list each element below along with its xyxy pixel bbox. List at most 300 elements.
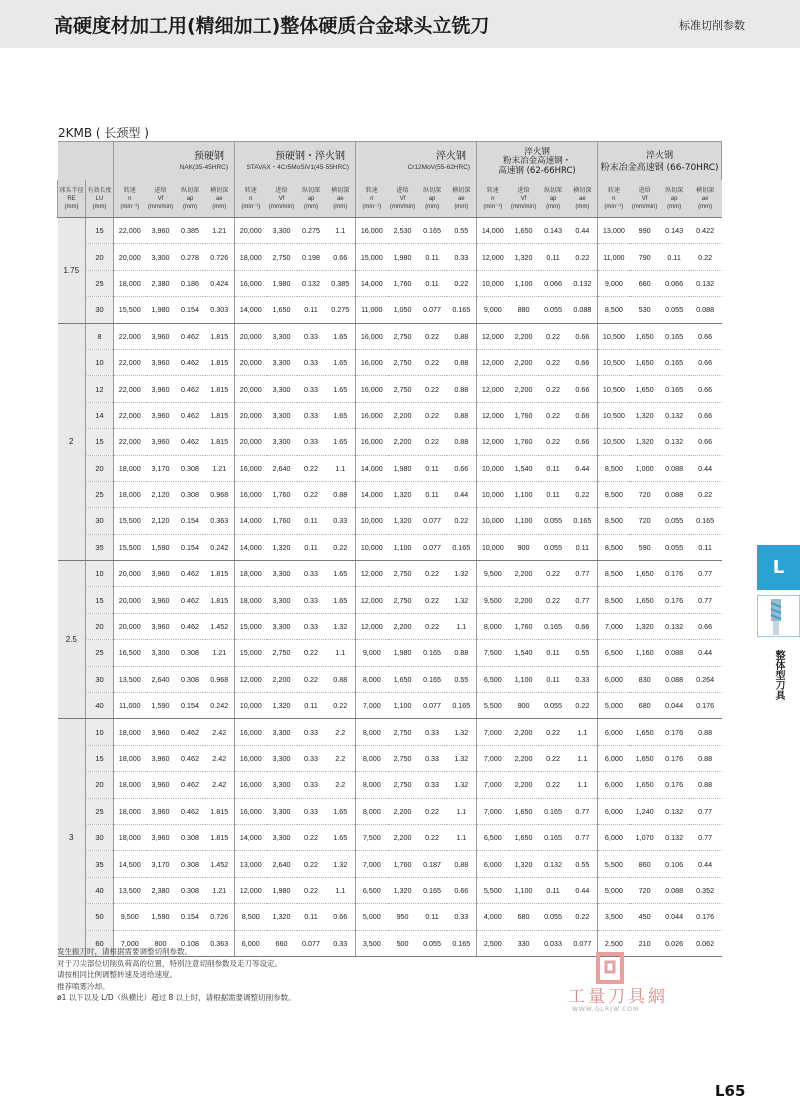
- parameter-cell: 1,650: [630, 349, 660, 375]
- table-row: [58, 402, 722, 428]
- effective-length-cell: 10: [86, 719, 114, 745]
- parameter-cell: 0.22: [418, 824, 447, 850]
- parameter-cell: 0.33: [418, 745, 447, 771]
- parameter-cell: 20,000: [235, 429, 267, 455]
- parameter-cell: 13,500: [114, 877, 146, 903]
- parameter-cell: 0.22: [418, 376, 447, 402]
- parameter-cell: 0.11: [539, 481, 568, 507]
- parameter-cell: 6,000: [598, 719, 630, 745]
- parameter-cell: 3,960: [146, 719, 176, 745]
- effective-length-cell: 30: [86, 297, 114, 323]
- parameter-cell: 1,980: [388, 244, 418, 270]
- parameter-cell: 0.77: [689, 561, 722, 587]
- parameter-cell: 0.385: [326, 270, 356, 296]
- parameter-cell: 20,000: [114, 613, 146, 639]
- effective-length-cell: 15: [86, 587, 114, 613]
- parameter-cell: 18,000: [114, 481, 146, 507]
- parameter-cell: 2.2: [326, 745, 356, 771]
- parameter-cell: 3,170: [146, 851, 176, 877]
- parameter-cell: 13,000: [235, 851, 267, 877]
- table-row: [58, 270, 722, 296]
- parameter-cell: 0.66: [689, 323, 722, 349]
- parameter-cell: 18,000: [114, 745, 146, 771]
- parameter-cell: 15,000: [356, 244, 388, 270]
- parameter-cell: 10,000: [477, 508, 509, 534]
- parameter-cell: 0.165: [660, 349, 689, 375]
- parameter-cell: 16,000: [235, 481, 267, 507]
- parameter-cell: 1.1: [568, 745, 598, 771]
- parameter-cell: 0.22: [689, 244, 722, 270]
- parameter-cell: 3,960: [146, 561, 176, 587]
- parameter-cell: 12,000: [356, 587, 388, 613]
- effective-length-cell: 15: [86, 745, 114, 771]
- parameter-cell: 0.165: [660, 323, 689, 349]
- column-header: 纵切深 ap (mm): [660, 180, 689, 218]
- parameter-cell: 0.462: [176, 719, 205, 745]
- end-mill-icon: [757, 595, 800, 637]
- parameter-cell: 6,000: [477, 851, 509, 877]
- parameter-cell: 0.176: [660, 587, 689, 613]
- parameter-cell: 5,500: [477, 877, 509, 903]
- parameter-cell: 0.363: [205, 508, 235, 534]
- table-row: [58, 561, 722, 587]
- parameter-cell: 0.22: [539, 587, 568, 613]
- parameter-cell: 2,500: [477, 930, 509, 956]
- parameter-cell: 1,980: [388, 455, 418, 481]
- parameter-cell: 1,100: [509, 270, 539, 296]
- parameter-cell: 0.22: [297, 851, 326, 877]
- parameter-cell: 0.077: [418, 508, 447, 534]
- parameter-cell: 210: [630, 930, 660, 956]
- parameter-cell: 1,320: [267, 693, 297, 719]
- parameter-cell: 1.815: [205, 561, 235, 587]
- parameter-cell: 0.462: [176, 745, 205, 771]
- parameter-cell: 16,000: [356, 323, 388, 349]
- parameter-cell: 0.143: [660, 218, 689, 244]
- table-row: [58, 772, 722, 798]
- effective-length-cell: 60: [86, 930, 114, 956]
- parameter-cell: 0.55: [447, 666, 477, 692]
- parameter-cell: 0.44: [447, 481, 477, 507]
- parameter-cell: 6,000: [598, 666, 630, 692]
- parameter-cell: 2,200: [509, 745, 539, 771]
- parameter-cell: 0.33: [297, 402, 326, 428]
- parameter-cell: 0.363: [205, 930, 235, 956]
- parameter-cell: 1.65: [326, 402, 356, 428]
- parameter-cell: 5,500: [598, 851, 630, 877]
- parameter-cell: 1,540: [509, 455, 539, 481]
- parameter-cell: 1.1: [568, 719, 598, 745]
- parameter-cell: 0.055: [539, 508, 568, 534]
- note-line: 请按相同比例调整转速及进给速度。: [57, 970, 177, 979]
- column-header: 纵切深 ap (mm): [539, 180, 568, 218]
- parameter-cell: 0.198: [297, 244, 326, 270]
- parameter-cell: 1,760: [509, 402, 539, 428]
- parameter-cell: 9,000: [598, 270, 630, 296]
- parameter-cell: 1,000: [630, 455, 660, 481]
- parameter-cell: 12,000: [477, 323, 509, 349]
- parameter-cell: 0.22: [418, 349, 447, 375]
- column-header: 转速 n (min⁻¹): [477, 180, 509, 218]
- parameter-cell: 14,000: [235, 297, 267, 323]
- parameter-cell: 1.1: [568, 772, 598, 798]
- parameter-cell: 0.33: [297, 429, 326, 455]
- material-group-header: 预硬钢・淬火钢 STAVAX・4Cr5MoSiV1(45-55HRC): [235, 142, 356, 180]
- parameter-cell: 0.88: [447, 640, 477, 666]
- parameter-cell: 2,750: [388, 349, 418, 375]
- parameter-cell: 1,980: [146, 297, 176, 323]
- parameter-cell: 8,500: [598, 481, 630, 507]
- parameter-cell: 0.33: [297, 349, 326, 375]
- parameter-cell: 0.352: [689, 877, 722, 903]
- parameter-cell: 0.066: [660, 270, 689, 296]
- parameter-cell: 1,980: [267, 877, 297, 903]
- parameter-cell: 3,960: [146, 218, 176, 244]
- parameter-cell: 660: [267, 930, 297, 956]
- parameter-cell: 680: [630, 693, 660, 719]
- parameter-cell: 0.66: [326, 904, 356, 930]
- parameter-cell: 0.11: [660, 244, 689, 270]
- parameter-cell: 0.154: [176, 693, 205, 719]
- parameter-cell: 0.132: [539, 851, 568, 877]
- parameter-cell: 2,200: [388, 429, 418, 455]
- parameter-cell: 0.308: [176, 824, 205, 850]
- parameter-cell: 1.815: [205, 323, 235, 349]
- parameter-cell: 16,000: [235, 772, 267, 798]
- parameter-cell: 0.22: [297, 877, 326, 903]
- parameter-cell: 15,000: [235, 613, 267, 639]
- parameter-cell: 0.88: [447, 429, 477, 455]
- parameter-cell: 0.176: [660, 561, 689, 587]
- ball-radius-cell: 3: [58, 719, 86, 957]
- parameter-cell: 0.062: [689, 930, 722, 956]
- parameter-cell: 1,650: [630, 745, 660, 771]
- parameter-cell: 14,500: [114, 851, 146, 877]
- parameter-cell: 6,000: [598, 824, 630, 850]
- parameter-cell: 5,000: [598, 693, 630, 719]
- parameter-cell: 2,380: [146, 877, 176, 903]
- parameter-cell: 12,000: [477, 402, 509, 428]
- parameter-cell: 0.176: [660, 745, 689, 771]
- parameter-cell: 2,120: [146, 508, 176, 534]
- parameter-cell: 10,500: [598, 429, 630, 455]
- parameter-cell: 8,000: [477, 613, 509, 639]
- parameter-cell: 0.88: [447, 402, 477, 428]
- effective-length-cell: 20: [86, 244, 114, 270]
- parameter-cell: 6,500: [477, 824, 509, 850]
- parameter-cell: 1.452: [205, 851, 235, 877]
- effective-length-cell: 25: [86, 798, 114, 824]
- parameter-cell: 0.66: [568, 429, 598, 455]
- parameter-cell: 0.132: [660, 429, 689, 455]
- parameter-cell: 0.154: [176, 534, 205, 560]
- parameter-cell: 0.044: [660, 693, 689, 719]
- parameter-cell: 0.66: [689, 402, 722, 428]
- parameter-cell: 0.176: [689, 693, 722, 719]
- parameter-cell: 1,320: [630, 429, 660, 455]
- column-header: 进给 Vf (mm/min): [146, 180, 176, 218]
- parameter-cell: 2,200: [509, 719, 539, 745]
- effective-length-cell: 20: [86, 455, 114, 481]
- effective-length-cell: 15: [86, 218, 114, 244]
- parameter-cell: 800: [146, 930, 176, 956]
- parameter-cell: 3,300: [267, 561, 297, 587]
- parameter-cell: 1.815: [205, 798, 235, 824]
- parameter-cell: 0.66: [326, 244, 356, 270]
- parameter-cell: 0.22: [326, 534, 356, 560]
- parameter-cell: 1,650: [630, 561, 660, 587]
- parameter-cell: 20,000: [114, 244, 146, 270]
- parameter-cell: 6,500: [477, 666, 509, 692]
- column-header: 纵切深 ap (mm): [418, 180, 447, 218]
- parameter-cell: 0.11: [297, 904, 326, 930]
- parameter-cell: 0.278: [176, 244, 205, 270]
- parameter-cell: 2,200: [509, 376, 539, 402]
- parameter-cell: 3,170: [146, 455, 176, 481]
- parameter-cell: 0.165: [539, 798, 568, 824]
- effective-length-cell: 20: [86, 613, 114, 639]
- parameter-cell: 0.154: [176, 508, 205, 534]
- effective-length-cell: 30: [86, 508, 114, 534]
- parameter-cell: 0.22: [297, 824, 326, 850]
- parameter-cell: 1,650: [630, 772, 660, 798]
- parameter-cell: 0.22: [297, 455, 326, 481]
- parameter-cell: 2.42: [205, 745, 235, 771]
- parameter-cell: 0.165: [568, 508, 598, 534]
- parameter-cell: 0.308: [176, 640, 205, 666]
- parameter-cell: 20,000: [235, 376, 267, 402]
- parameter-cell: 0.176: [660, 772, 689, 798]
- parameter-cell: 2,750: [388, 772, 418, 798]
- parameter-cell: 3,300: [267, 719, 297, 745]
- parameter-cell: 5,000: [598, 877, 630, 903]
- parameter-cell: 0.462: [176, 613, 205, 639]
- parameter-cell: 0.165: [418, 666, 447, 692]
- parameter-cell: 0.66: [689, 376, 722, 402]
- parameter-cell: 0.44: [568, 455, 598, 481]
- parameter-cell: 2,640: [267, 851, 297, 877]
- parameter-cell: 0.11: [689, 534, 722, 560]
- parameter-cell: 22,000: [114, 349, 146, 375]
- parameter-cell: 0.132: [660, 613, 689, 639]
- parameter-cell: 0.22: [539, 376, 568, 402]
- parameter-cell: 2,200: [388, 402, 418, 428]
- parameter-cell: 0.11: [539, 455, 568, 481]
- parameter-cell: 1,650: [509, 798, 539, 824]
- parameter-cell: 0.165: [689, 508, 722, 534]
- parameter-cell: 590: [630, 534, 660, 560]
- parameter-cell: 2,530: [388, 218, 418, 244]
- parameter-cell: 10,000: [356, 508, 388, 534]
- side-tab[interactable]: L: [757, 545, 800, 590]
- parameter-cell: 0.11: [418, 455, 447, 481]
- parameter-cell: 0.088: [660, 455, 689, 481]
- parameter-cell: 0.22: [297, 666, 326, 692]
- parameter-cell: 0.132: [568, 270, 598, 296]
- parameter-cell: 1,320: [388, 877, 418, 903]
- parameter-cell: 0.22: [418, 561, 447, 587]
- table-row: [58, 719, 722, 745]
- parameter-cell: 0.66: [689, 429, 722, 455]
- parameter-cell: 0.77: [689, 824, 722, 850]
- parameter-cell: 8,500: [598, 297, 630, 323]
- parameter-cell: 11,000: [356, 297, 388, 323]
- parameter-cell: 3,960: [146, 349, 176, 375]
- parameter-cell: 0.165: [539, 613, 568, 639]
- parameter-cell: 0.462: [176, 323, 205, 349]
- parameter-cell: 16,000: [235, 745, 267, 771]
- parameter-cell: 0.165: [539, 824, 568, 850]
- parameter-cell: 0.66: [568, 349, 598, 375]
- parameter-cell: 720: [630, 877, 660, 903]
- parameter-cell: 16,000: [356, 218, 388, 244]
- parameter-cell: 0.88: [447, 349, 477, 375]
- parameter-cell: 720: [630, 481, 660, 507]
- parameter-cell: 0.33: [326, 930, 356, 956]
- parameter-cell: 0.77: [568, 798, 598, 824]
- effective-length-cell: 25: [86, 270, 114, 296]
- parameter-cell: 12,000: [477, 429, 509, 455]
- parameter-cell: 8,500: [598, 587, 630, 613]
- effective-length-cell: 50: [86, 904, 114, 930]
- parameter-cell: 0.44: [689, 851, 722, 877]
- parameter-cell: 0.33: [297, 376, 326, 402]
- parameter-cell: 0.66: [568, 613, 598, 639]
- parameter-cell: 0.132: [689, 270, 722, 296]
- parameter-cell: 2,750: [267, 640, 297, 666]
- parameter-cell: 1,320: [388, 481, 418, 507]
- column-header: 转速 n (min⁻¹): [356, 180, 388, 218]
- parameter-cell: 3,960: [146, 824, 176, 850]
- parameter-cell: 0.11: [418, 244, 447, 270]
- parameter-cell: 0.077: [418, 534, 447, 560]
- parameter-cell: 0.108: [176, 930, 205, 956]
- parameter-cell: 8,000: [356, 719, 388, 745]
- parameter-cell: 1,590: [146, 904, 176, 930]
- column-header: 转速 n (min⁻¹): [235, 180, 267, 218]
- parameter-cell: 0.66: [447, 455, 477, 481]
- parameter-cell: 0.165: [447, 297, 477, 323]
- page-number: L65: [715, 1082, 746, 1100]
- parameter-cell: 20,000: [114, 561, 146, 587]
- parameter-cell: 2,380: [146, 270, 176, 296]
- parameter-cell: 1,160: [630, 640, 660, 666]
- table-row: [58, 798, 722, 824]
- parameter-cell: 2,200: [509, 587, 539, 613]
- parameter-cell: 0.165: [660, 376, 689, 402]
- parameter-cell: 0.176: [689, 904, 722, 930]
- parameter-cell: 530: [630, 297, 660, 323]
- table-row: [58, 323, 722, 349]
- parameter-cell: 3,300: [267, 772, 297, 798]
- parameter-cell: 0.165: [447, 534, 477, 560]
- parameter-cell: 1.1: [447, 824, 477, 850]
- parameter-cell: 20,000: [235, 323, 267, 349]
- parameter-cell: 1.1: [326, 218, 356, 244]
- parameter-cell: 1.32: [326, 851, 356, 877]
- parameter-cell: 0.11: [297, 534, 326, 560]
- column-header: 纵切深 ap (mm): [297, 180, 326, 218]
- parameter-cell: 3,300: [267, 824, 297, 850]
- parameter-cell: 2,750: [388, 719, 418, 745]
- parameter-cell: 0.422: [689, 218, 722, 244]
- parameter-cell: 0.22: [568, 904, 598, 930]
- parameter-cell: 20,000: [114, 587, 146, 613]
- material-group-header: 预硬钢 NAK(35-45HRC): [114, 142, 235, 180]
- parameter-cell: 8,000: [356, 798, 388, 824]
- parameter-cell: 0.165: [418, 877, 447, 903]
- parameter-cell: 12,000: [356, 561, 388, 587]
- parameter-cell: 1,320: [509, 851, 539, 877]
- effective-length-cell: 35: [86, 534, 114, 560]
- parameter-cell: 8,500: [598, 455, 630, 481]
- parameter-cell: 0.132: [660, 824, 689, 850]
- effective-length-cell: 10: [86, 349, 114, 375]
- parameter-cell: 1,320: [267, 904, 297, 930]
- parameter-cell: 14,000: [235, 534, 267, 560]
- parameter-cell: 0.968: [205, 666, 235, 692]
- note-line: 对于刀尖部位切削负荷高的位置，特别注意切削参数及走刀等设定。: [57, 958, 282, 968]
- effective-length-cell: 30: [86, 666, 114, 692]
- parameter-cell: 2,750: [388, 587, 418, 613]
- parameter-cell: 10,000: [356, 534, 388, 560]
- parameter-cell: 0.055: [539, 693, 568, 719]
- parameter-cell: 0.088: [660, 640, 689, 666]
- table-row: [58, 218, 722, 244]
- table-row: [58, 613, 722, 639]
- header-corner: [58, 142, 114, 180]
- parameter-cell: 12,000: [477, 376, 509, 402]
- parameter-cell: 1.21: [205, 455, 235, 481]
- parameter-cell: 22,000: [114, 218, 146, 244]
- parameter-cell: 6,500: [356, 877, 388, 903]
- parameter-cell: 6,000: [235, 930, 267, 956]
- parameter-cell: 0.968: [205, 481, 235, 507]
- page-title: 高硬度材加工用(精细加工)整体硬质合金球头立铣刀: [54, 15, 490, 37]
- watermark-text: 工量刀具網: [568, 987, 668, 1007]
- material-group-header: 淬火钢 粉末冶金高速钢 (66-70HRC): [598, 142, 722, 180]
- column-header: 进给 Vf (mm/min): [630, 180, 660, 218]
- parameter-cell: 0.22: [418, 323, 447, 349]
- parameter-cell: 1,100: [509, 877, 539, 903]
- table-row: [58, 244, 722, 270]
- parameter-cell: 12,000: [356, 613, 388, 639]
- parameter-cell: 0.22: [539, 429, 568, 455]
- parameter-cell: 2.2: [326, 719, 356, 745]
- parameter-cell: 1,760: [267, 508, 297, 534]
- column-header: 横切深 ae (mm): [326, 180, 356, 218]
- parameter-cell: 1.65: [326, 429, 356, 455]
- parameter-cell: 0.11: [418, 270, 447, 296]
- parameter-cell: 10,000: [477, 534, 509, 560]
- parameter-cell: 0.33: [418, 719, 447, 745]
- parameter-cell: 0.88: [447, 851, 477, 877]
- parameter-cell: 0.44: [568, 218, 598, 244]
- parameter-cell: 1,590: [146, 693, 176, 719]
- parameter-cell: 1,100: [509, 666, 539, 692]
- parameter-cell: 16,000: [235, 798, 267, 824]
- parameter-cell: 10,000: [477, 481, 509, 507]
- parameter-cell: 2,200: [388, 798, 418, 824]
- parameter-cell: 10,500: [598, 323, 630, 349]
- parameter-cell: 3,960: [146, 745, 176, 771]
- parameter-cell: 720: [630, 508, 660, 534]
- parameter-cell: 18,000: [114, 824, 146, 850]
- parameter-cell: 0.88: [326, 481, 356, 507]
- parameter-cell: 8,000: [356, 772, 388, 798]
- parameter-cell: 3,300: [267, 745, 297, 771]
- parameter-cell: 3,300: [267, 613, 297, 639]
